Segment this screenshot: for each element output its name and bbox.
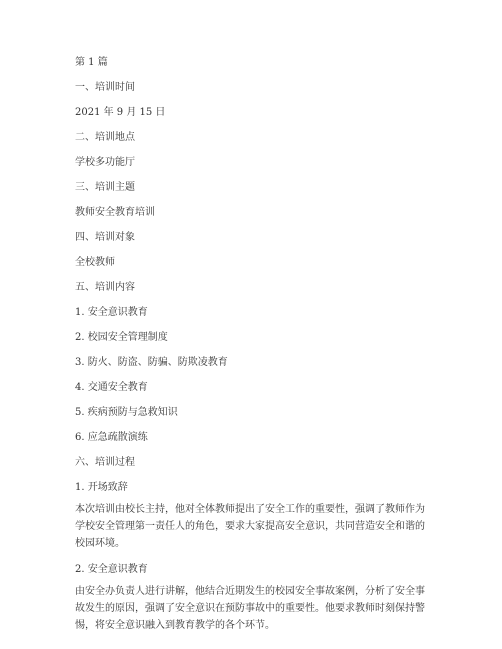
training-location: 学校多功能厅	[75, 157, 135, 168]
training-audience: 全校教师	[75, 257, 115, 268]
training-theme: 教师安全教育培训	[75, 207, 155, 218]
section-heading-audience: 四、培训对象	[75, 232, 135, 243]
document-heading: 第 1 篇	[75, 57, 108, 68]
section-heading-process: 六、培训过程	[75, 457, 135, 468]
content-item: 4. 交通安全教育	[75, 382, 148, 393]
process-step-paragraph: 本次培训由校长主持，他对全体教师提出了安全工作的重要性，强调了教师作为学校安全管理第一责任人的角色，要求大家提高安全意识，共同营造安全和谐的校园环境。	[75, 504, 425, 549]
content-item: 5. 疾病预防与急救知识	[75, 407, 178, 418]
document-page	[75, 56, 427, 634]
section-heading-time: 一、培训时间	[75, 82, 135, 93]
section-heading-content: 五、培训内容	[75, 282, 135, 293]
section-heading-location: 二、培训地点	[75, 132, 135, 143]
training-date: 2021 年 9 月 15 日	[75, 107, 166, 118]
content-item: 6. 应急疏散演练	[75, 432, 148, 443]
section-heading-theme: 三、培训主题	[75, 182, 135, 193]
process-step-heading: 1. 开场致辞	[75, 482, 128, 493]
content-item: 3. 防火、防盗、防骗、防欺凌教育	[75, 357, 228, 368]
process-step-heading: 2. 安全意识教育	[75, 564, 148, 575]
process-step-paragraph: 由安全办负责人进行讲解，他结合近期发生的校园安全事故案例，分析了安全事故发生的原因，强调了安全意识在预防事故中的重要性。他要求教师时刻保持警惕，将安全意识融入到教育教学的各个环节。	[75, 586, 425, 631]
content-item: 1. 安全意识教育	[75, 307, 148, 318]
content-item: 2. 校园安全管理制度	[75, 332, 168, 343]
